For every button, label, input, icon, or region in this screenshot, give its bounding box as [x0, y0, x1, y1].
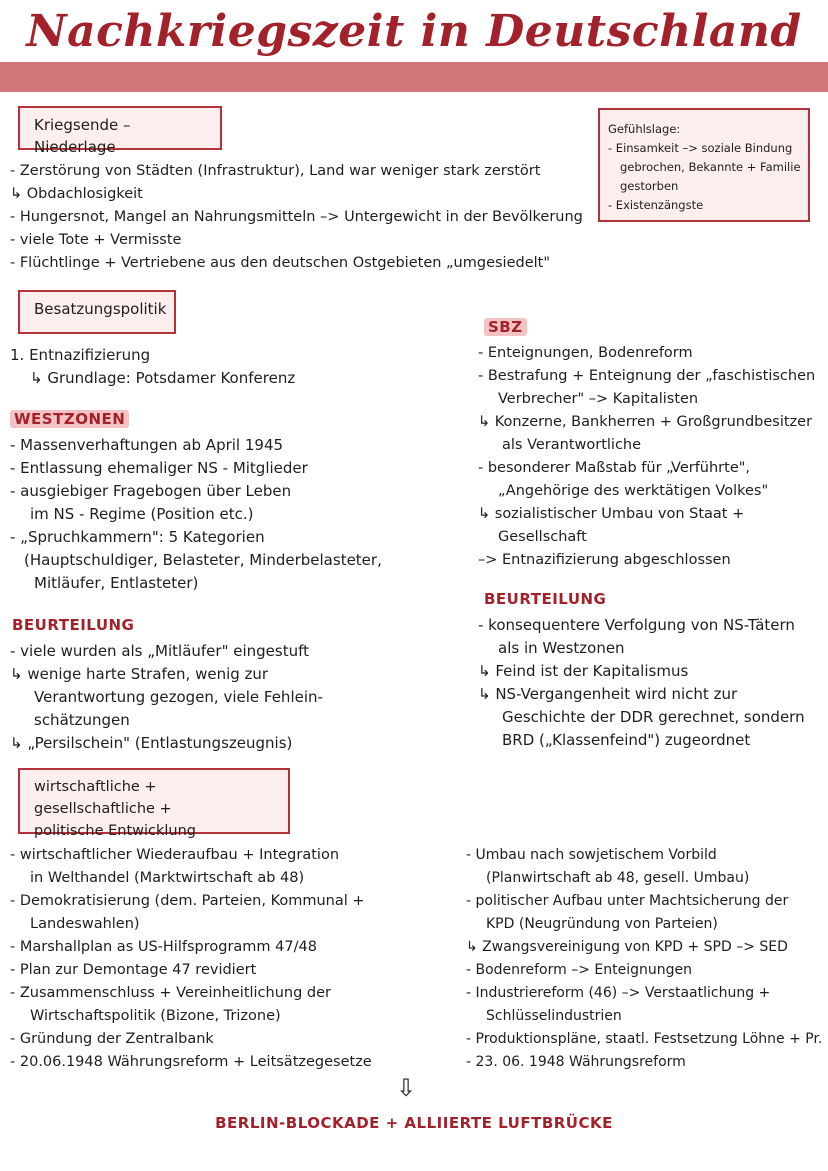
westzonen-heading: WESTZONEN [10, 410, 129, 428]
list-item: - 23. 06. 1948 Währungsreform [466, 1054, 686, 1070]
list-item: - Flüchtlinge + Vertriebene aus den deutschen Ostgebieten „umgesiedelt" [10, 255, 551, 271]
page-title: Nachkriegszeit in Deutschland [26, 6, 802, 57]
gefuehlslage-box [598, 108, 810, 222]
list-item: ↳ wenige harte Strafen, wenig zur [10, 665, 269, 683]
list-item: - Einsamkeit –> soziale Bindung [608, 141, 793, 155]
list-item: - Industriereform (46) –> Verstaatlichung + [466, 985, 771, 1001]
list-item: - ausgiebiger Fragebogen über Leben [10, 482, 292, 500]
list-item: - Entlassung ehemaliger NS - Mitglieder [10, 459, 308, 477]
sbz-list [478, 342, 815, 572]
list-item: –> Entnazifizierung abgeschlossen [478, 552, 731, 568]
list-item: als in Westzonen [498, 639, 625, 657]
list-item: ↳ Zwangsvereinigung von KPD + SPD –> SED [466, 939, 788, 955]
list-item: - Marshallplan as US-Hilfsprogramm 47/48 [10, 939, 317, 955]
list-item: - Enteignungen, Bodenreform [478, 345, 693, 361]
list-item: gebrochen, Bekannte + Familie [620, 160, 801, 174]
list-item: - Bestrafung + Enteignung der „faschistischen [478, 368, 816, 384]
sbz-heading: SBZ [484, 318, 527, 336]
list-item: - Zusammenschluss + Vereinheitlichung der [10, 985, 331, 1001]
list-item: - Zerstörung von Städten (Infrastruktur), Land war weniger stark zerstört [10, 163, 541, 179]
list-item: BRD („Klassenfeind") zugeordnet [502, 731, 751, 749]
list-item: Wirtschaftspolitik (Bizone, Trizone) [30, 1008, 281, 1024]
list-item: ↳ sozialistischer Umbau von Staat + [478, 506, 745, 522]
list-item: Verantwortung gezogen, viele Fehlein- [34, 688, 323, 706]
entwicklung-heading-box [18, 768, 290, 839]
list-item: - viele Tote + Vermisste [10, 232, 182, 248]
list-item: ↳ Obdachlosigkeit [10, 186, 143, 202]
list-item: - Plan zur Demontage 47 revidiert [10, 962, 257, 978]
list-item: Verbrecher" –> Kapitalisten [498, 391, 699, 407]
list-item: - 20.06.1948 Währungsreform + Leitsätzegesetze [10, 1054, 372, 1070]
list-item: - Bodenreform –> Enteignungen [466, 962, 692, 978]
entnazifizierung-item: 1. Entnazifizierung [10, 346, 151, 364]
list-item: - Existenzängste [608, 198, 704, 212]
list-item: „Angehörige des werktätigen Volkes" [498, 483, 769, 499]
list-item: als Verantwortliche [502, 437, 642, 453]
list-item: gestorben [620, 179, 679, 193]
list-item: (Planwirtschaft ab 48, gesell. Umbau) [486, 870, 750, 886]
list-item: im NS - Regime (Position etc.) [30, 505, 254, 523]
entwicklung-ost-list [466, 844, 822, 1074]
list-item: ↳ „Persilschein" (Entlastungszeugnis) [10, 734, 293, 752]
besatzung-heading-box [18, 290, 176, 334]
beurteilung-west-heading: BEURTEILUNG [12, 616, 135, 634]
grundlage-item: ↳ Grundlage: Potsdamer Konferenz [30, 369, 296, 387]
kriegsende-heading-box [18, 106, 222, 156]
entwicklung-heading-line1: wirtschaftliche + gesellschaftliche + [34, 779, 172, 817]
list-item: - wirtschaftlicher Wiederaufbau + Integration [10, 847, 340, 863]
list-item: - Demokratisierung (dem. Parteien, Kommunal + [10, 893, 365, 909]
list-item: Geschichte der DDR gerechnet, sondern [502, 708, 805, 726]
beurteilung-west-list [10, 640, 323, 755]
list-item: (Hauptschuldiger, Belasteter, Minderbelasteter, [24, 551, 382, 569]
list-item: Mitläufer, Entlasteter) [34, 574, 199, 592]
besatzung-heading: Besatzungspolitik [34, 300, 167, 318]
gefuehlslage-title: Gefühlslage: [608, 122, 681, 136]
westzonen-list [10, 434, 382, 595]
list-item: - Massenverhaftungen ab April 1945 [10, 436, 284, 454]
beurteilung-ost-heading: BEURTEILUNG [484, 590, 607, 608]
kriegsende-list [10, 160, 583, 275]
list-item: schätzungen [34, 711, 130, 729]
down-arrow-icon: ⇩ [396, 1074, 417, 1102]
kriegsende-heading: Kriegsende – Niederlage [34, 116, 131, 156]
beurteilung-ost-list [478, 614, 805, 752]
list-item: Gesellschaft [498, 529, 587, 545]
list-item: - Hungersnot, Mangel an Nahrungsmitteln –> Untergewicht in der Bevölkerung [10, 209, 583, 225]
list-item: ↳ Feind ist der Kapitalismus [478, 662, 689, 680]
list-item: - viele wurden als „Mitläufer" eingestuft [10, 642, 309, 660]
list-item: - „Spruchkammern": 5 Kategorien [10, 528, 265, 546]
list-item: Schlüsselindustrien [486, 1008, 622, 1024]
list-item: - Gründung der Zentralbank [10, 1031, 214, 1047]
list-item: KPD (Neugründung von Parteien) [486, 916, 718, 932]
entwicklung-heading-line2: politische Entwicklung [34, 823, 196, 839]
besatzung-list [10, 344, 295, 390]
entwicklung-west-list [10, 844, 372, 1074]
list-item: - konsequentere Verfolgung von NS-Tätern [478, 616, 795, 634]
list-item: ↳ Konzerne, Bankherren + Großgrundbesitzer [478, 414, 813, 430]
list-item: in Welthandel (Marktwirtschaft ab 48) [30, 870, 305, 886]
title-band [0, 62, 828, 92]
list-item: ↳ NS-Vergangenheit wird nicht zur [478, 685, 738, 703]
list-item: - besonderer Maßstab für „Verführte", [478, 460, 751, 476]
conclusion: BERLIN-BLOCKADE + ALLIIERTE LUFTBRÜCKE [215, 1114, 613, 1132]
list-item: Landeswahlen) [30, 916, 140, 932]
list-item: - Produktionspläne, staatl. Festsetzung Löhne + Pr. [466, 1031, 823, 1047]
list-item: - politischer Aufbau unter Machtsicherung der [466, 893, 789, 909]
list-item: - Umbau nach sowjetischem Vorbild [466, 847, 717, 863]
